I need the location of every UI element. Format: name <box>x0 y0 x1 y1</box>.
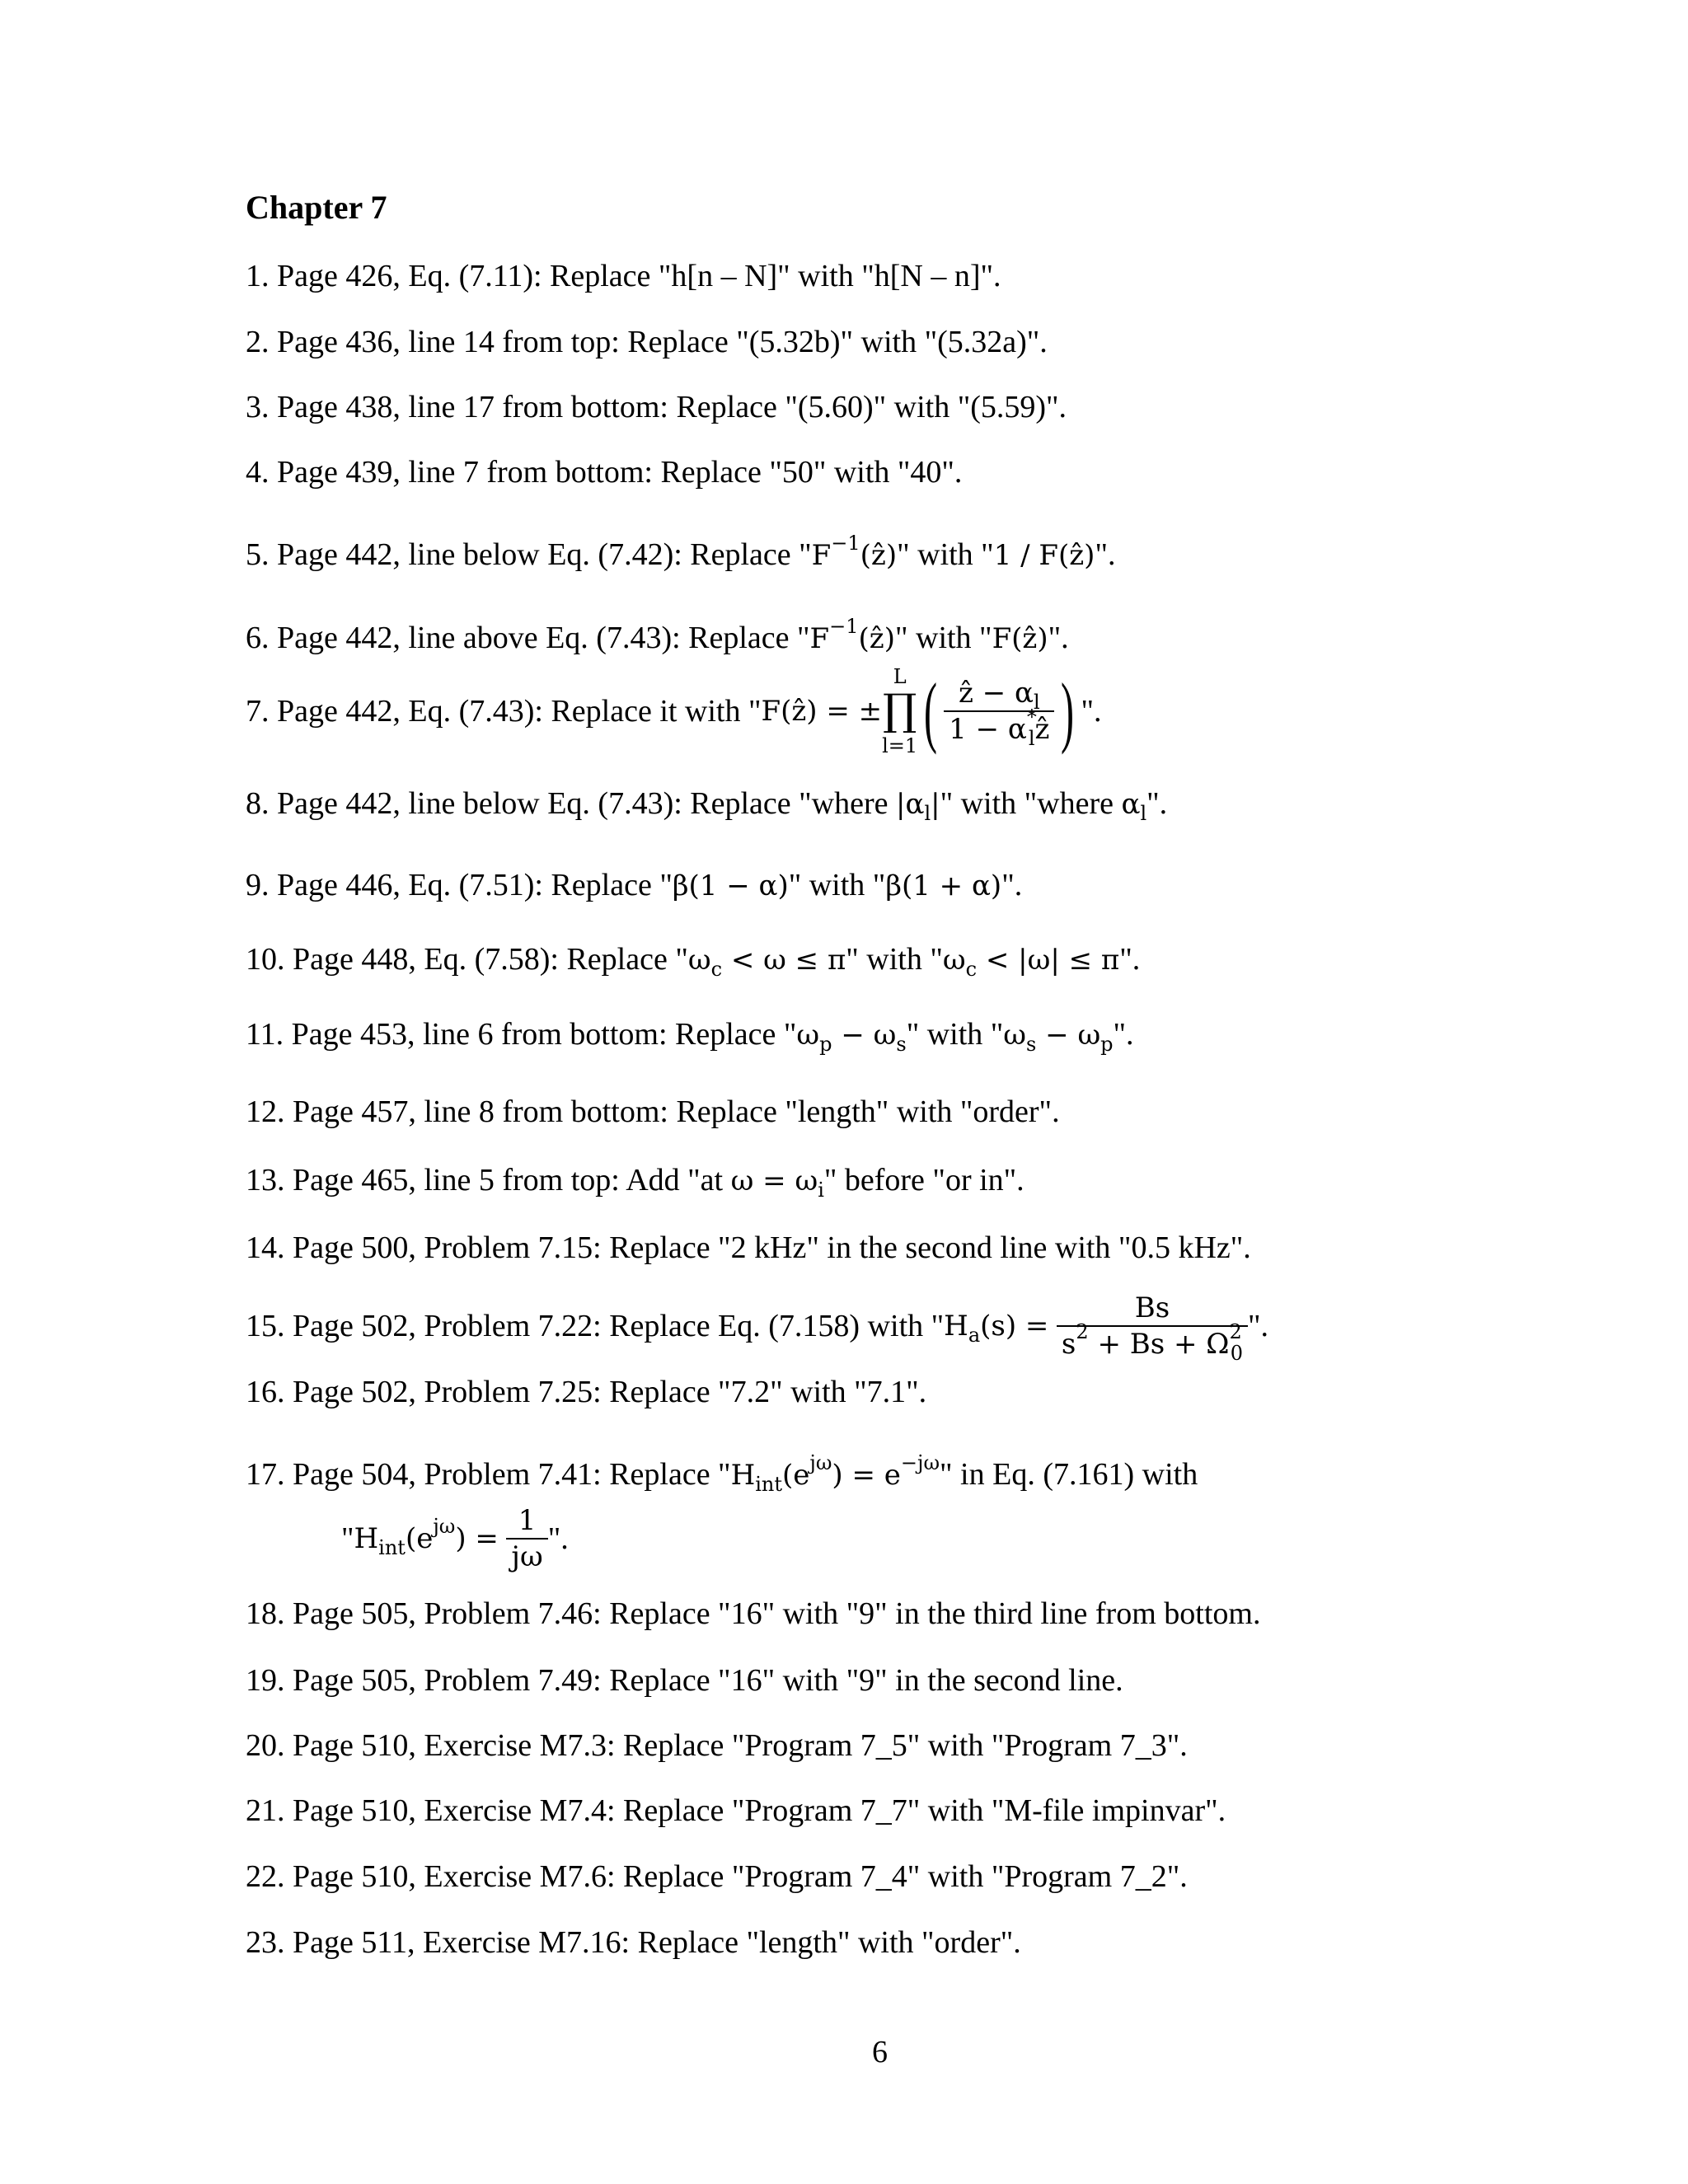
fraction: $\frac{Bs}{s^2 + Bs + \Omega^2_0}$ <box>1057 1294 1248 1358</box>
math-expression: $|\alpha_l|$ <box>896 788 940 825</box>
erratum-item-4: 4. Page 439, line 7 from bottom: Replace "50" with "40". <box>246 455 963 490</box>
item-text: 10. Page 448, Eq. (7.58): Replace " <box>246 942 688 977</box>
erratum-item-12: 12. Page 457, line 8 from bottom: Replace "length" with "order". <box>246 1094 1060 1129</box>
erratum-item-15 <box>246 1291 1269 1365</box>
item-text: ". <box>1248 1309 1269 1343</box>
math-expression: β(1 − α) <box>672 869 789 902</box>
erratum-item-10 <box>246 942 1141 981</box>
item-text: 7. Page 442, Eq. (7.43): Replace it with " <box>246 693 762 729</box>
item-text: " in Eq. (7.161) with <box>940 1457 1198 1492</box>
erratum-item-21: 21. Page 510, Exercise M7.4: Replace "Program 7_7" with "M-file impinvar". <box>246 1793 1226 1828</box>
item-text: 6. Page 442, line above Eq. (7.43): Replace " <box>246 621 810 655</box>
item-text: 11. Page 453, line 6 from bottom: Replace " <box>246 1017 797 1052</box>
math-expression: $H_a(s)$ = <box>944 1310 1049 1347</box>
math-expression: $F^{-1}(ẑ)$ <box>809 615 895 655</box>
erratum-item-14: 14. Page 500, Problem 7.15: Replace "2 kHz" in the second line with "0.5 kHz". <box>246 1230 1251 1265</box>
math-expression: $\omega_c < |\omega| \le \pi$ <box>942 944 1120 981</box>
erratum-item-9 <box>246 869 1022 901</box>
product-operator: L ∏ l=1 <box>882 665 918 757</box>
item-text: 5. Page 442, line below Eq. (7.42): Replace " <box>246 537 812 572</box>
item-text: " <box>341 1521 354 1556</box>
math-expression: $\omega_s - \omega_p$ <box>1003 1019 1114 1056</box>
math-expression: $\omega_p - \omega_s$ <box>796 1019 907 1056</box>
item-text: ". <box>1048 621 1069 655</box>
fraction: $\frac{ẑ - \alpha_l}{1 - \alpha^*_lẑ}$ <box>944 679 1054 743</box>
left-paren: ( <box>924 666 938 755</box>
math-expression: β(1 + α) <box>885 869 1002 902</box>
item-text: 8. Page 442, line below Eq. (7.43): Replace "where <box>246 786 897 821</box>
right-paren: ) <box>1061 666 1075 755</box>
item-text: 13. Page 465, line 5 from top: Add "at <box>246 1163 731 1197</box>
item-text: " with " <box>846 942 943 977</box>
chapter-title: Chapter 7 <box>246 189 387 226</box>
erratum-item-5 <box>246 532 1116 572</box>
erratum-item-17-continued <box>341 1504 569 1573</box>
item-text: ". <box>547 1521 569 1556</box>
fraction: $\frac{1}{j\omega}$ <box>506 1507 547 1571</box>
item-text: 15. Page 502, Problem 7.22: Replace Eq. (7.158) with " <box>246 1309 945 1343</box>
math-expression: $\omega = \omega_i$ <box>730 1165 824 1202</box>
item-text: ". <box>1081 693 1102 729</box>
math-expression: $\omega_c < \omega \le \pi$ <box>687 944 846 981</box>
item-text: ". <box>1095 537 1116 572</box>
page-number: 6 <box>872 2035 888 2069</box>
erratum-item-1: 1. Page 426, Eq. (7.11): Replace "h[n – N]" with "h[N – n]". <box>246 259 1001 293</box>
item-text: " before "or in". <box>823 1163 1025 1197</box>
item-text: " with " <box>894 621 992 655</box>
item-text: " with " <box>788 868 886 902</box>
erratum-item-7 <box>246 666 1101 757</box>
item-text: " with "where <box>940 786 1122 821</box>
math-expression: 1 / F(ẑ) <box>993 539 1095 572</box>
erratum-item-18: 18. Page 505, Problem 7.46: Replace "16" with "9" in the third line from bottom. <box>246 1596 1261 1631</box>
item-text: ". <box>1001 868 1023 902</box>
item-text: " with " <box>906 1017 1004 1052</box>
erratum-item-22: 22. Page 510, Exercise M7.6: Replace "Program 7_4" with "Program 7_2". <box>246 1859 1188 1894</box>
item-text: ". <box>1146 786 1168 821</box>
item-text: ". <box>1119 942 1141 977</box>
erratum-item-20: 20. Page 510, Exercise M7.3: Replace "Program 7_5" with "Program 7_3". <box>246 1728 1188 1763</box>
item-text: " with " <box>897 537 994 572</box>
erratum-item-3: 3. Page 438, line 17 from bottom: Replace "(5.60)" with "(5.59)". <box>246 390 1067 424</box>
math-expression: $H_{int}(e^{j\omega}) = e^{-j\omega}$ <box>730 1451 940 1496</box>
math-expression: $F^{-1}(ẑ)$ <box>811 532 898 572</box>
math-expression: $\alpha_l$ <box>1121 788 1147 825</box>
erratum-item-16: 16. Page 502, Problem 7.25: Replace "7.2" with "7.1". <box>246 1375 927 1409</box>
math-expression: F(ẑ) = ± <box>761 694 883 728</box>
erratum-item-2: 2. Page 436, line 14 from top: Replace "(5.32b)" with "(5.32a)". <box>246 325 1048 359</box>
erratum-item-17 <box>246 1451 1198 1496</box>
item-text: 9. Page 446, Eq. (7.51): Replace " <box>246 868 673 902</box>
erratum-item-6 <box>246 615 1069 655</box>
erratum-item-8 <box>246 786 1168 825</box>
math-expression: $H_{int}(e^{j\omega})$ = <box>354 1515 499 1559</box>
erratum-item-13 <box>246 1163 1025 1202</box>
erratum-item-23: 23. Page 511, Exercise M7.16: Replace "length" with "order". <box>246 1925 1021 1960</box>
erratum-item-11 <box>246 1017 1134 1056</box>
erratum-item-19: 19. Page 505, Problem 7.49: Replace "16" with "9" in the second line. <box>246 1663 1123 1698</box>
item-text: 17. Page 504, Problem 7.41: Replace " <box>246 1457 731 1492</box>
item-text: ". <box>1113 1017 1134 1052</box>
math-expression: F(ẑ) <box>992 622 1048 655</box>
